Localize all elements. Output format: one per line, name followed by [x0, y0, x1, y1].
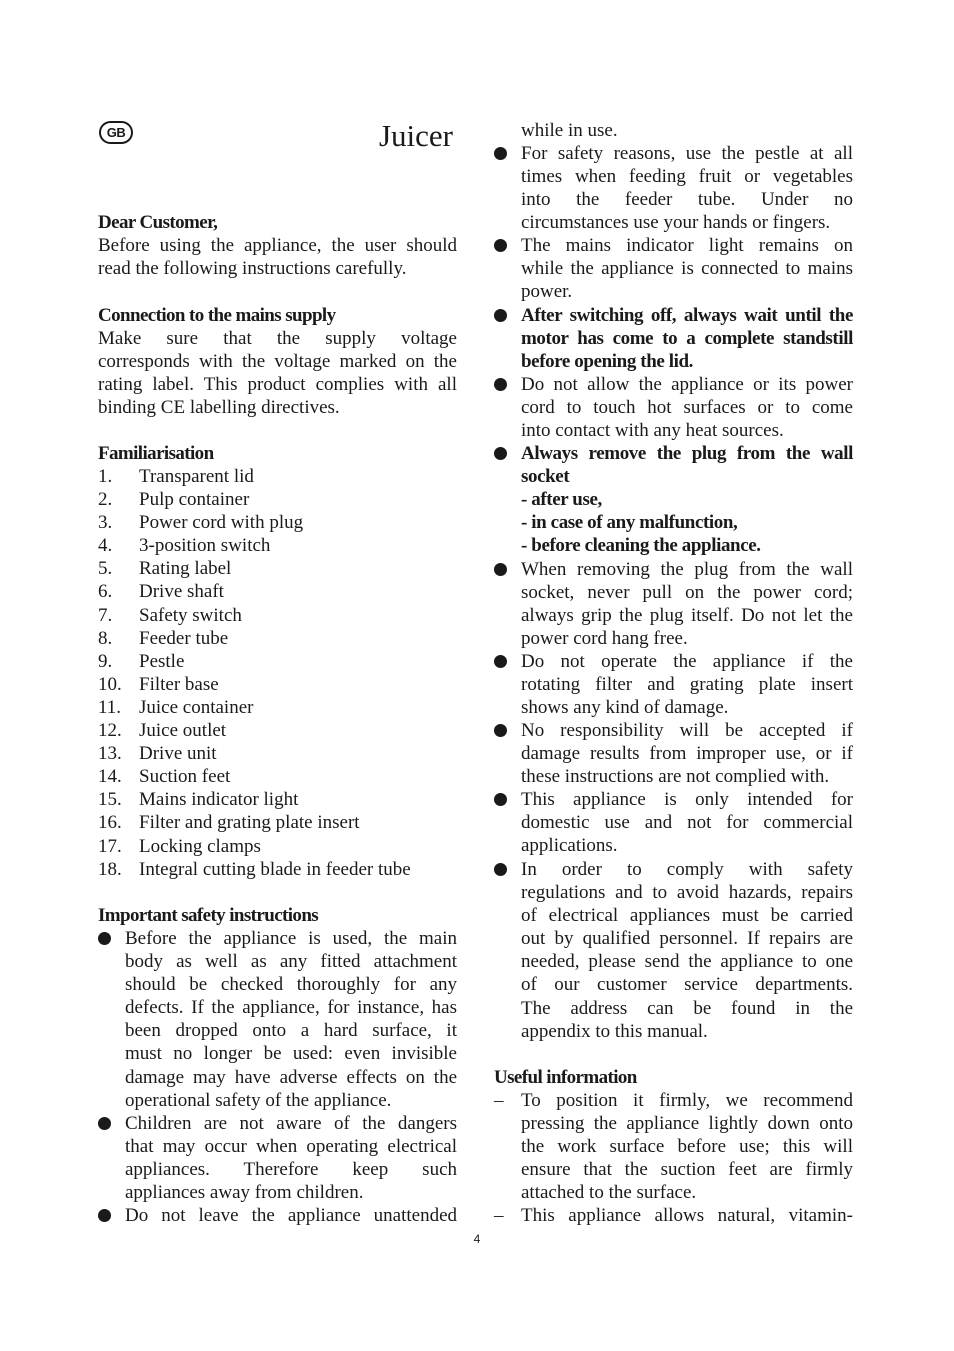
- text-line: The address can be found in the: [521, 997, 853, 1019]
- text-line: appendix to this manual.: [521, 1020, 708, 1042]
- text-line: read the following instructions carefully.: [98, 258, 407, 280]
- text-line: When removing the plug from the wall: [521, 559, 853, 580]
- item-number: 2.: [98, 489, 113, 511]
- familiarisation-heading: Familiarisation: [98, 443, 214, 464]
- item-label: Juice container: [139, 696, 254, 718]
- mains-text: [98, 327, 457, 419]
- item-number: 10.: [98, 673, 122, 695]
- list-item: [98, 719, 411, 742]
- text-line: regulations and to avoid hazards, repairs: [521, 882, 853, 904]
- item-number: 17.: [98, 835, 122, 857]
- useful-heading: Useful information: [494, 1067, 637, 1088]
- item-label: Pestle: [139, 650, 185, 672]
- plug-sub-item: - after use,: [521, 489, 602, 510]
- item-label: Drive shaft: [139, 581, 224, 603]
- item-label: 3-position switch: [139, 535, 271, 557]
- text-line: while the appliance is connected to mains: [521, 258, 853, 280]
- text-line: Before the appliance is used, the main: [125, 928, 457, 949]
- bullet-text: [521, 304, 853, 373]
- text-line: domestic use and not for commercial: [521, 812, 853, 834]
- bullet-icon: [494, 239, 507, 252]
- item-label: Suction feet: [139, 766, 231, 788]
- list-item: [98, 765, 411, 788]
- text-line: these instructions are not complied with.: [521, 766, 830, 788]
- bullet-text: [521, 719, 853, 788]
- text-line: damage may have adverse effects on the: [125, 1066, 457, 1088]
- text-line: times when feeding fruit or vegetables: [521, 166, 853, 188]
- safety-heading: Important safety instructions: [98, 905, 319, 926]
- useful-text: [521, 1089, 853, 1204]
- text-line: appliances away from children.: [125, 1182, 364, 1204]
- dash-marker: –: [494, 1090, 504, 1111]
- useful-text: [521, 1204, 853, 1227]
- item-label: Filter base: [139, 673, 219, 695]
- plug-sub-item: - in case of any malfunction,: [521, 512, 738, 533]
- list-item: [98, 580, 411, 603]
- text-line: binding CE labelling directives.: [98, 397, 340, 419]
- mains-heading: Connection to the mains supply: [98, 305, 336, 326]
- text-line: attached to the surface.: [521, 1182, 697, 1204]
- text-line: shows any kind of damage.: [521, 697, 729, 719]
- item-number: 14.: [98, 766, 122, 788]
- list-item: [98, 511, 411, 534]
- text-line: defects. If the appliance, for instance, has: [125, 997, 457, 1019]
- plug-sub-item: - before cleaning the appliance.: [521, 535, 761, 556]
- text-line: been dropped onto a hard surface, it: [125, 1020, 457, 1042]
- text-line: operational safety of the appliance.: [125, 1089, 392, 1111]
- bullet-icon: [494, 378, 507, 391]
- bullet-icon: [494, 793, 507, 806]
- list-item: [98, 788, 411, 811]
- item-label: Transparent lid: [139, 466, 254, 487]
- text-line: rotating filter and grating plate insert: [521, 674, 853, 696]
- text-line: In order to comply with safety: [521, 859, 853, 880]
- page-number: 4: [473, 1232, 481, 1246]
- text-line: body as well as any fitted attachment: [125, 951, 457, 973]
- bullet-text: [521, 234, 853, 303]
- dear-customer-text: [98, 234, 457, 280]
- text-line: socket, never pull on the power cord;: [521, 582, 853, 604]
- item-number: 11.: [98, 696, 122, 718]
- text-line: power cord hang free.: [521, 628, 688, 650]
- item-label: Juice outlet: [139, 720, 227, 742]
- text-line: Do not operate the appliance if the: [521, 651, 853, 672]
- text-line: always grip the plug itself. Do not let the: [521, 605, 853, 627]
- continued-text: while in use.: [521, 120, 618, 141]
- text-line: After switching off, always wait until the: [521, 305, 853, 326]
- bullet-icon: [494, 147, 507, 160]
- bullet-text: [521, 442, 853, 488]
- list-item: [98, 534, 411, 557]
- text-line: Children are not aware of the dangers: [125, 1113, 457, 1134]
- item-label: Safety switch: [139, 604, 242, 626]
- item-number: 6.: [98, 581, 113, 603]
- item-label: Mains indicator light: [139, 789, 299, 811]
- list-item: [98, 650, 411, 673]
- item-number: 15.: [98, 789, 122, 811]
- text-line: pressing the appliance lightly down onto: [521, 1113, 853, 1135]
- text-line: circumstances use your hands or fingers.: [521, 212, 831, 234]
- item-number: 13.: [98, 743, 122, 765]
- text-line: needed, please send the appliance to one: [521, 951, 853, 973]
- text-line: must no longer be used: even invisible: [125, 1043, 457, 1065]
- item-number: 7.: [98, 604, 113, 626]
- text-line: out by qualified personnel. If repairs are: [521, 928, 853, 950]
- text-line: Do not allow the appliance or its power: [521, 374, 853, 395]
- language-badge: GB: [99, 121, 133, 144]
- dear-customer-heading: Dear Customer,: [98, 212, 218, 233]
- item-number: 3.: [98, 512, 113, 534]
- text-line: ensure that the suction feet are firmly: [521, 1159, 853, 1181]
- bullet-text: [125, 1204, 457, 1227]
- bullet-text: [125, 927, 457, 1112]
- text-line: the work surface before use; this will: [521, 1136, 853, 1158]
- text-line: socket: [521, 466, 570, 488]
- text-line: Before using the appliance, the user should: [98, 235, 457, 256]
- item-number: 12.: [98, 720, 122, 742]
- list-item: [98, 557, 411, 580]
- item-number: 18.: [98, 858, 122, 880]
- item-label: Drive unit: [139, 743, 217, 765]
- bullet-icon: [494, 309, 507, 322]
- text-line: This appliance is only intended for: [521, 789, 853, 810]
- page-title: Juicer: [378, 118, 453, 153]
- list-item: [98, 673, 411, 696]
- bullet-icon: [494, 563, 507, 576]
- item-number: 9.: [98, 650, 113, 672]
- item-number: 5.: [98, 558, 113, 580]
- bullet-text: [521, 142, 853, 234]
- text-line: before opening the lid.: [521, 351, 694, 373]
- list-item: [98, 604, 411, 627]
- list-item: [98, 488, 411, 511]
- text-line: power.: [521, 281, 573, 303]
- text-line: No responsibility will be accepted if: [521, 720, 853, 741]
- text-line: Do not leave the appliance unattended: [125, 1205, 457, 1226]
- list-item: [98, 465, 411, 488]
- text-line: cord to touch hot surfaces or to come: [521, 397, 853, 419]
- bullet-icon: [98, 1117, 111, 1130]
- bullet-icon: [494, 724, 507, 737]
- bullet-icon: [494, 863, 507, 876]
- text-line: should be checked thoroughly for any: [125, 974, 457, 996]
- text-line: This appliance allows natural, vitamin-: [521, 1205, 853, 1226]
- list-item: [98, 627, 411, 650]
- list-item: [98, 742, 411, 765]
- dash-marker: –: [494, 1205, 504, 1226]
- item-number: 16.: [98, 812, 122, 834]
- list-item: [98, 811, 411, 834]
- item-label: Rating label: [139, 558, 232, 580]
- list-item: [98, 696, 411, 719]
- bullet-icon: [98, 932, 111, 945]
- bullet-text: [521, 788, 853, 857]
- text-line: applications.: [521, 835, 618, 857]
- item-label: Pulp container: [139, 489, 250, 511]
- bullet-text: [521, 373, 853, 442]
- text-line: motor has come to a complete standstill: [521, 328, 853, 350]
- bullet-icon: [494, 447, 507, 460]
- item-label: Power cord with plug: [139, 512, 304, 534]
- bullet-icon: [98, 1209, 111, 1222]
- item-label: Locking clamps: [139, 835, 261, 857]
- text-line: The mains indicator light remains on: [521, 235, 853, 256]
- text-line: Make sure that the supply voltage: [98, 328, 457, 349]
- bullet-icon: [494, 655, 507, 668]
- item-number: 1.: [98, 466, 113, 487]
- text-line: into the feeder tube. Under no: [521, 189, 853, 211]
- text-line: damage results from improper use, or if: [521, 743, 853, 765]
- item-label: Feeder tube: [139, 627, 229, 649]
- item-number: 4.: [98, 535, 113, 557]
- parts-list: [98, 465, 411, 881]
- list-item: [98, 835, 411, 858]
- item-label: Filter and grating plate insert: [139, 812, 360, 834]
- text-line: To position it firmly, we recommend: [521, 1090, 853, 1111]
- text-line: rating label. This product complies with all: [98, 374, 457, 396]
- text-line: of electrical appliances must be carried: [521, 905, 853, 927]
- list-item: [98, 858, 411, 881]
- item-number: 8.: [98, 627, 113, 649]
- bullet-text: [125, 1112, 457, 1204]
- text-line: into contact with any heat sources.: [521, 420, 784, 442]
- bullet-text: [521, 650, 853, 719]
- text-line: appliances. Therefore keep such: [125, 1159, 457, 1181]
- text-line: Always remove the plug from the wall: [521, 443, 853, 464]
- text-line: of our customer service departments.: [521, 974, 853, 996]
- text-line: that may occur when operating electrical: [125, 1136, 457, 1158]
- text-line: corresponds with the voltage marked on the: [98, 351, 457, 373]
- bullet-text: [521, 558, 853, 650]
- item-label: Integral cutting blade in feeder tube: [139, 858, 411, 880]
- bullet-text: [521, 858, 853, 1043]
- text-line: For safety reasons, use the pestle at all: [521, 143, 853, 164]
